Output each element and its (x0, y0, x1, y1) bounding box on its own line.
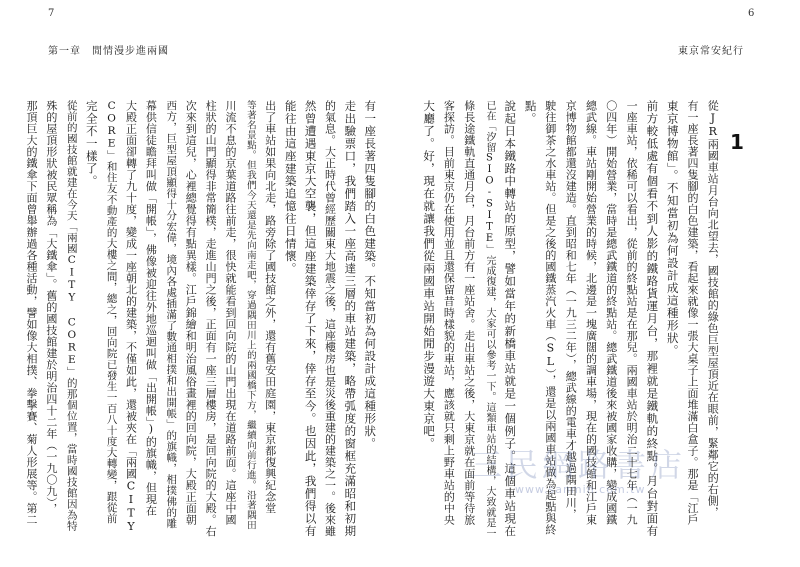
text-line: CORE」和住友不動產的大樓之間，總之，回向院已發生一百八十度大轉變，跟從前 (105, 100, 118, 524)
text-line: 已在「汐留SIO-SITE」完成復建，大家可以參考一下。這類車站的結構，大致就是一 (483, 100, 495, 539)
text-line: 從前的國技館就建在今天「兩國CITY CORE」的那個位置，當時國技館因為特 (65, 100, 78, 532)
text-line: 駛往御茶之水車站。但是之後的國鐵蒸汽火車（SL），還是以兩國車站做為起點與終 (543, 100, 557, 536)
text-line: 走出驗票口，我們踏入一座高達三層的車站建築，略帶弧度的窗框充滿昭和初期 (343, 100, 358, 538)
text-line: 點。 (523, 100, 538, 125)
text-line: 條長途鐵軌直通月台，月台前方有一座站舍。走出車站之後，大東京就在面前等待旅 (462, 100, 476, 526)
text-line: 總武線。車站剛開始營業的時候，北邊是一塊廣闊的調車場，現在的國技館和江戶東 (584, 100, 598, 526)
text-line: 等著名景點。但我們今天還是先向南走吧，穿過隅田川上的兩國橋下方，繼續向前行進。沿著隅田 (244, 100, 256, 530)
left-page-number: 7 (48, 8, 55, 19)
text-line: 大殿正面卻轉了九十度，變成一座朝北的建築，不僅如此，還被夾在「兩國CITY (124, 100, 138, 534)
text-line: 次來到這兒，心裡總覺得有點異樣。江戶錦繪和明治風俗畫裡的回向院，大殿正面朝 (184, 100, 198, 526)
text-line: 大廳了。好，現在就讓我們從兩國車站開始閒步漫遊大東京吧。 (422, 100, 437, 450)
text-line: 出了車站如果向北走，路旁除了國技館之外，還有舊安田庭園，東京都復興紀念堂 (263, 100, 277, 514)
text-line: 從JR兩國車站月台向北望去，國技館的綠色巨型屋頂近在眼前，緊鄰它的右側， (706, 100, 720, 518)
text-line: 一座車站，依稀可以看出，從前的終點站是在那兒。兩國車站於明治二十七年（一九 (625, 100, 639, 526)
text-line: 的氣息。大正時代曾經歷關東大地震之後，這座樓房也是災後重建的建築之一。後來雖 (323, 100, 337, 537)
text-line: 有一座長著四隻腳的白色建築。不知當初為何設計成這種形狀。 (363, 100, 378, 450)
watermark-url: www.sanmin.com.tw (515, 483, 646, 496)
text-line: 柱狀的山門顯得非常簡樸，走進山門之後，正面有一座三層樓房，是回向院的大殿。右 (204, 100, 218, 537)
text-line: 能往由這座建築追憶往日情懷。 (283, 100, 298, 275)
text-line: 有一座長著四隻腳的白色建築，看起來就像一張大桌子上面堆滿白盒子。那是「江戶 (685, 100, 699, 526)
text-line: 說起日本鐵路中轉站的原型，譬如當年的新橋車站就是一個例子。這個車站現在 (503, 100, 518, 538)
text-line: 幕供信徒瞻拜叫做「開帳」，佛像被迎往外地巡迴叫做「出開帳」)的旗幟，但現在 (144, 100, 158, 517)
text-line: 前方較低處有個看不到人影的鐵路貨運月台，那裡就是鐵軌的終點。月台對面有 (645, 100, 660, 538)
text-line: 殊的屋頂形狀被民眾稱為「大鐵傘」。舊的國技館建於明治四十二年（一九〇九）， (44, 100, 58, 515)
text-line: 川流不息的京葉道路往前走，很快就能看到回向院的山門出現在道路前面。這座中國 (223, 100, 237, 526)
text-line: 那頂巨大的鐵傘下面曾舉辦過各種活動，譬如像大相撲、拳擊賽、菊人形展等。第二 (24, 100, 38, 526)
right-page-number: 6 (748, 8, 755, 19)
right-running-head: 東京常安紀行 (678, 46, 744, 57)
text-line: 完全不一樣了。 (84, 100, 99, 188)
left-running-head: 第一章 閒情漫步進兩國 (48, 46, 169, 57)
chapter-number: 1 (730, 130, 744, 154)
text-line: 〇四年）開始營業，當時是總武鐵道的終點站。總武鐵道後來被國家收購，變成國鐵 (604, 100, 618, 526)
text-line: 客探訪。目前東京仍在使用並且還保留昔時樣貌的車站，應該就只剩上野車站的中央 (442, 100, 456, 526)
text-line: 京博物館都還沒建造。直到昭和七年（一九三二年），總武線的電車才越過隅田川， (564, 100, 578, 520)
text-line: 然曾遭遇東京大空襲，但這座建築倖存了下來，倖存至今。也因此，我們得以有 (303, 100, 318, 538)
watermark-logo: 三民網路書店 (470, 446, 687, 484)
text-line: 西方，巨型屋頂顯得十分宏偉，境內各處插滿了數通相撲和出開帳」的旗幟，相撲佛的雕 (165, 100, 178, 529)
text-line: 東京博物館」。不知當初為何設計成這種形狀。 (665, 100, 680, 357)
